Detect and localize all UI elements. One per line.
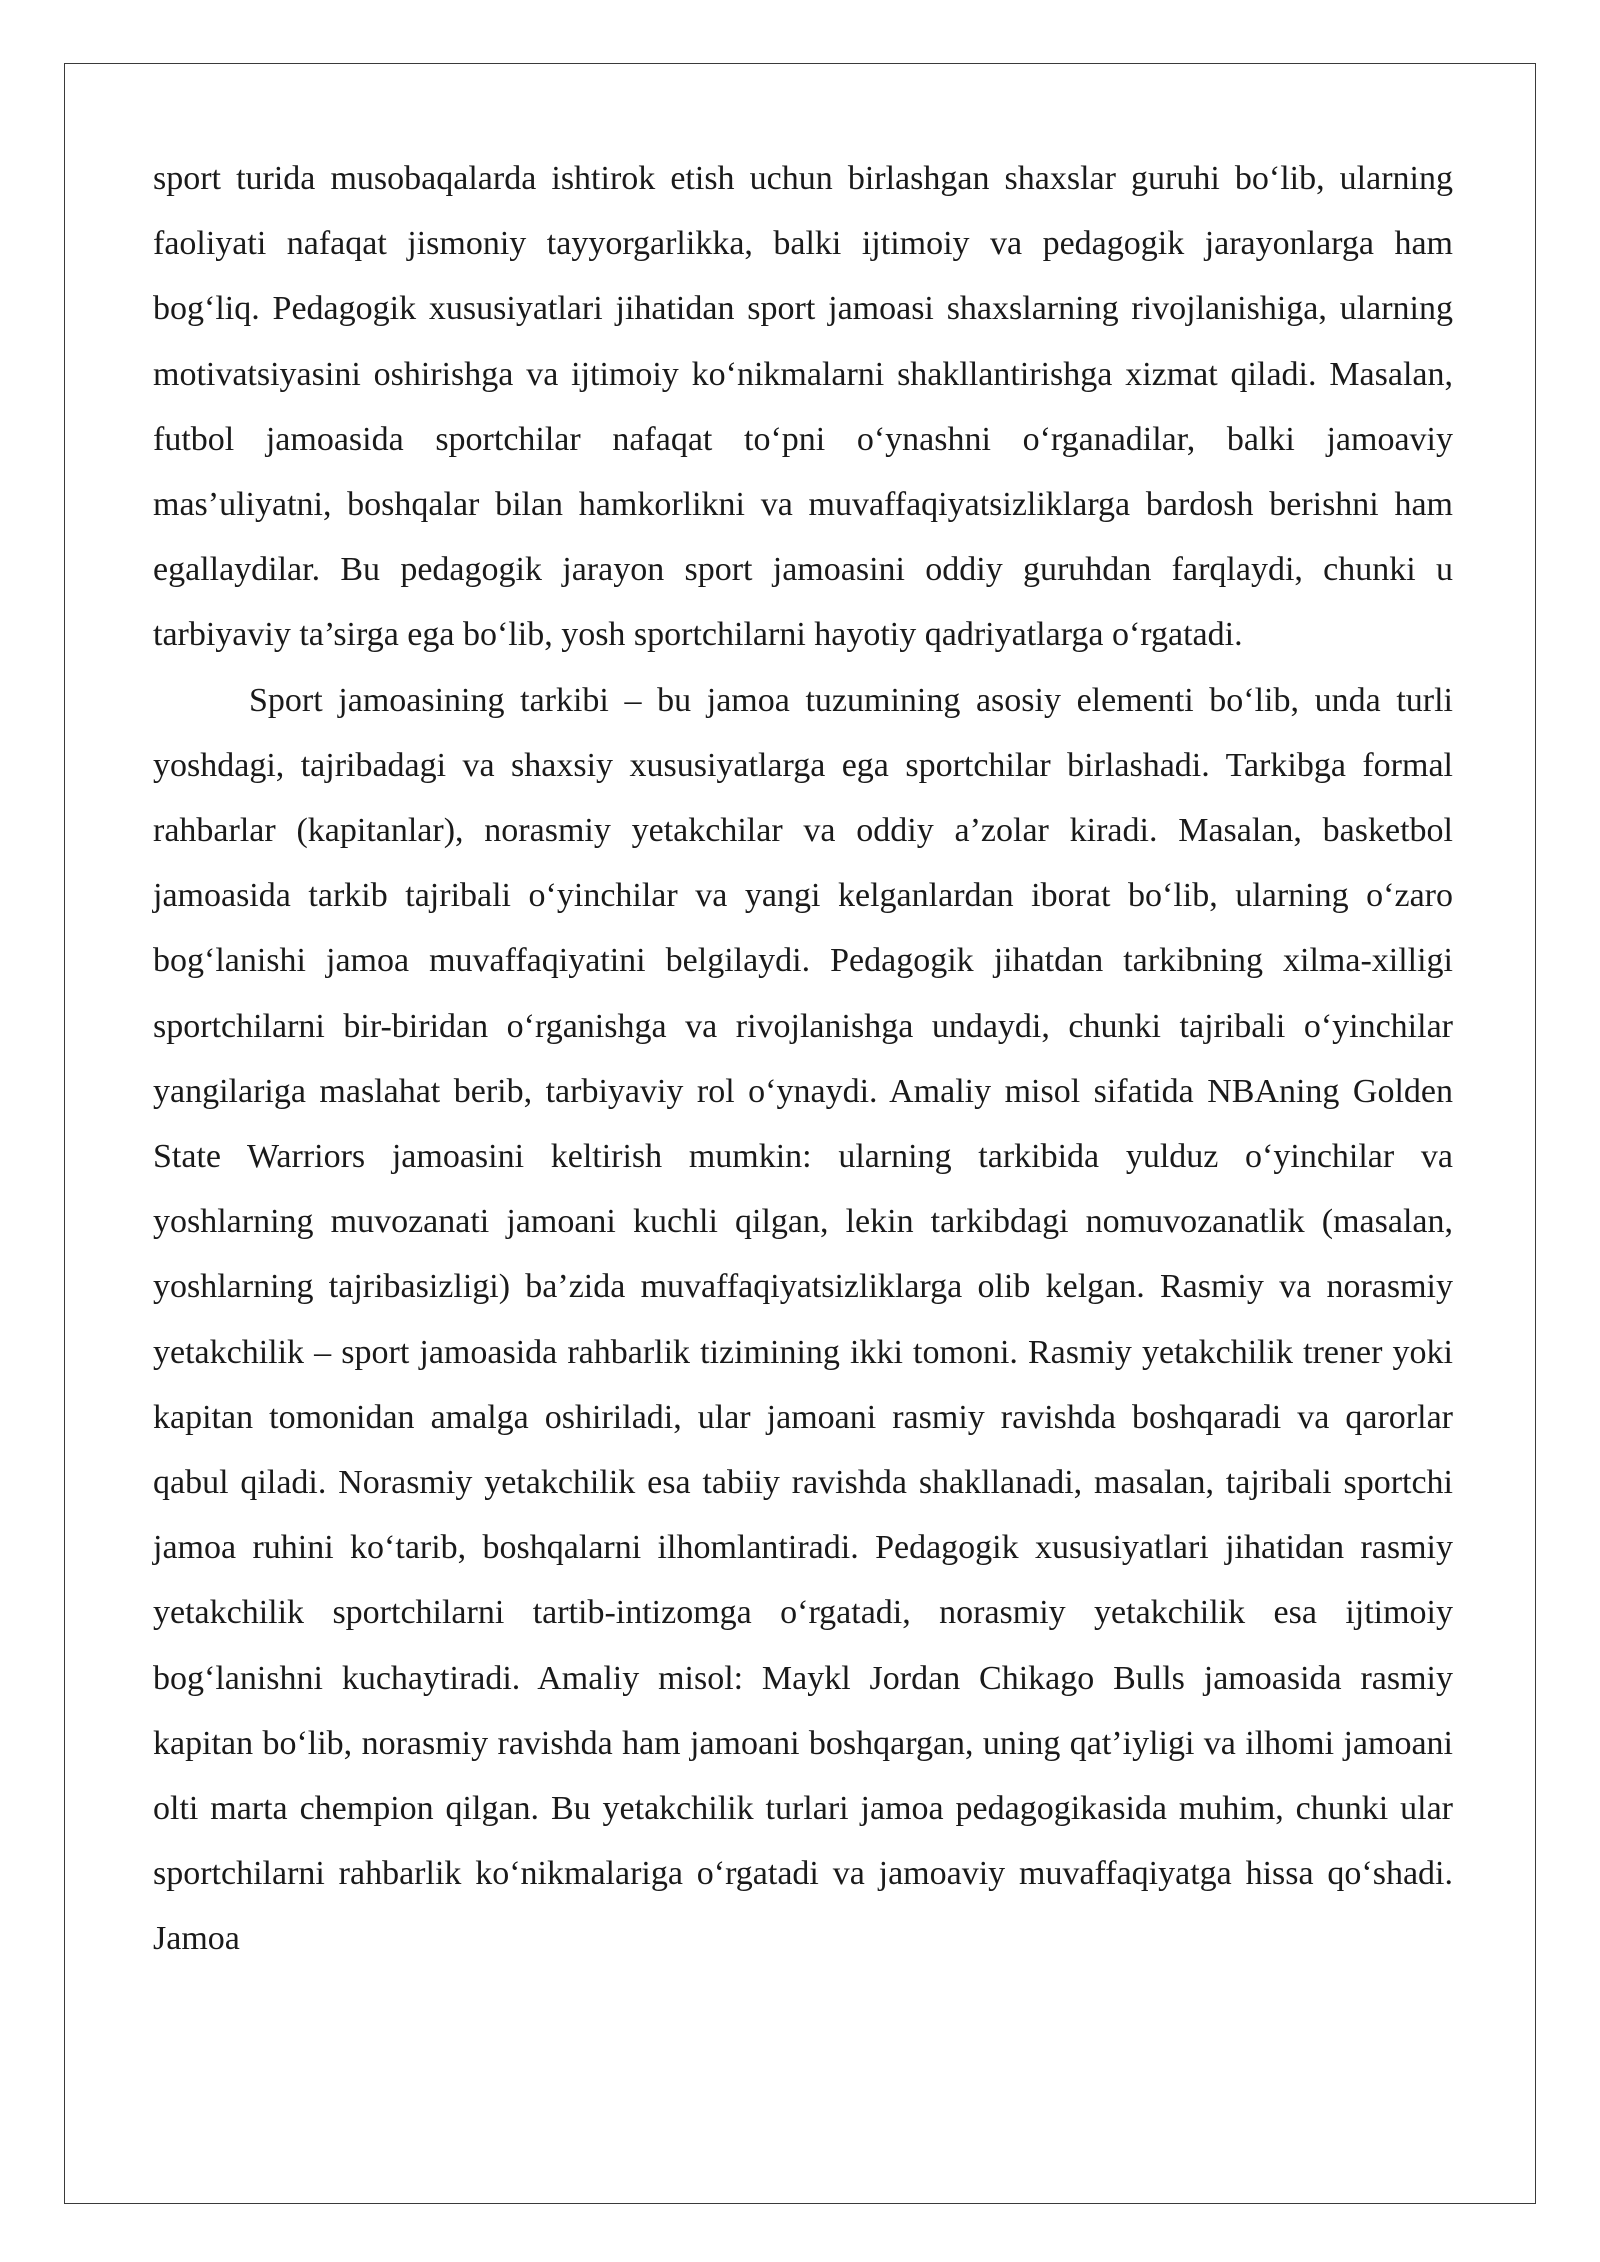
paragraph-sport-team-definition: sport turida musobaqalarda ishtirok etish uchun birlashgan shaxslar guruhi bo‘lib, ularning faoliyati nafaqat jismoniy tayyorgarlikka, balki ijtimoiy va pedagogik jarayonlarga ham bog‘liq. Pedagogik xususiyatlari jihatidan sport jamoasi shaxslarning rivojlanishiga, ularning motivatsiyasini oshirishga va ijtimoiy ko‘nikmalarni shakllantirishga xizmat qiladi. Masalan, futbol jamoasida sportchilar nafaqat to‘pni o‘ynashni o‘rganadilar, balki jamoaviy mas’uliyatni, boshqalar bilan hamkorlikni va muvaffaqiyatsizliklarga bardosh berishni ham egallaydilar. Bu pedagogik jarayon sport jamoasini oddiy guruhdan farqlaydi, chunki u tarbiyaviy ta’sirga ega bo‘lib, yosh sportchilarni hayotiy qadriyatlarga o‘rgatadi. [153, 160, 1453, 654]
paragraph-team-composition: Sport jamoasining tarkibi – bu jamoa tuzumining asosiy elementi bo‘lib, unda turli yoshdagi, tajribadagi va shaxsiy xususiyatlarga ega sportchilar birlashadi. Tarkibga formal rahbarlar (kapitanlar), norasmiy yetakchilar va oddiy a’zolar kiradi. Masalan, basketbol jamoasida tarkib tajribali o‘yinchilar va yangi kelganlardan iborat bo‘lib, ularning o‘zaro bog‘lanishi jamoa muvaffaqiyatini belgilaydi. Pedagogik jihatdan tarkibning xilma-xilligi sportchilarni bir-biridan o‘rganishga va rivojlanishga undaydi, chunki tajribali o‘yinchilar yangilariga maslahat berib, tarbiyaviy rol o‘ynaydi. Amaliy misol sifatida NBAning Golden State Warriors jamoasini keltirish mumkin: ularning tarkibida yulduz o‘yinchilar va yoshlarning muvozanati jamoani kuchli qilgan, lekin tarkibdagi nomuvozanatlik (masalan, yoshlarning tajribasizligi) ba’zida muvaffaqiyatsizliklarga olib kelgan. Rasmiy va norasmiy yetakchilik – sport jamoasida rahbarlik tizimining ikki tomoni. Rasmiy yetakchilik trener yoki kapitan tomonidan amalga oshiriladi, ular jamoani rasmiy ravishda boshqaradi va qarorlar qabul qiladi. Norasmiy yetakchilik esa tabiiy ravishda shakllanadi, masalan, tajribali sportchi jamoa ruhini ko‘tarib, boshqalarni ilhomlantiradi. Pedagogik xususiyatlari jihatidan rasmiy yetakchilik sportchilarni tartib-intizomga o‘rgatadi, norasmiy yetakchilik esa ijtimoiy bog‘lanishni kuchaytiradi. Amaliy misol: Maykl Jordan Chikago Bulls jamoasida rasmiy kapitan bo‘lib, norasmiy ravishda ham jamoani boshqargan, uning qat’iyligi va ilhomi jamoani olti marta chempion qilgan. Bu yetakchilik turlari jamoa pedagogikasida muhim, chunki ular sportchilarni rahbarlik ko‘nikmalariga o‘rgatadi va jamoaviy muvaffaqiyatga hissa qo‘shadi. Jamoa [153, 681, 1453, 1958]
document-body [153, 146, 1453, 1972]
